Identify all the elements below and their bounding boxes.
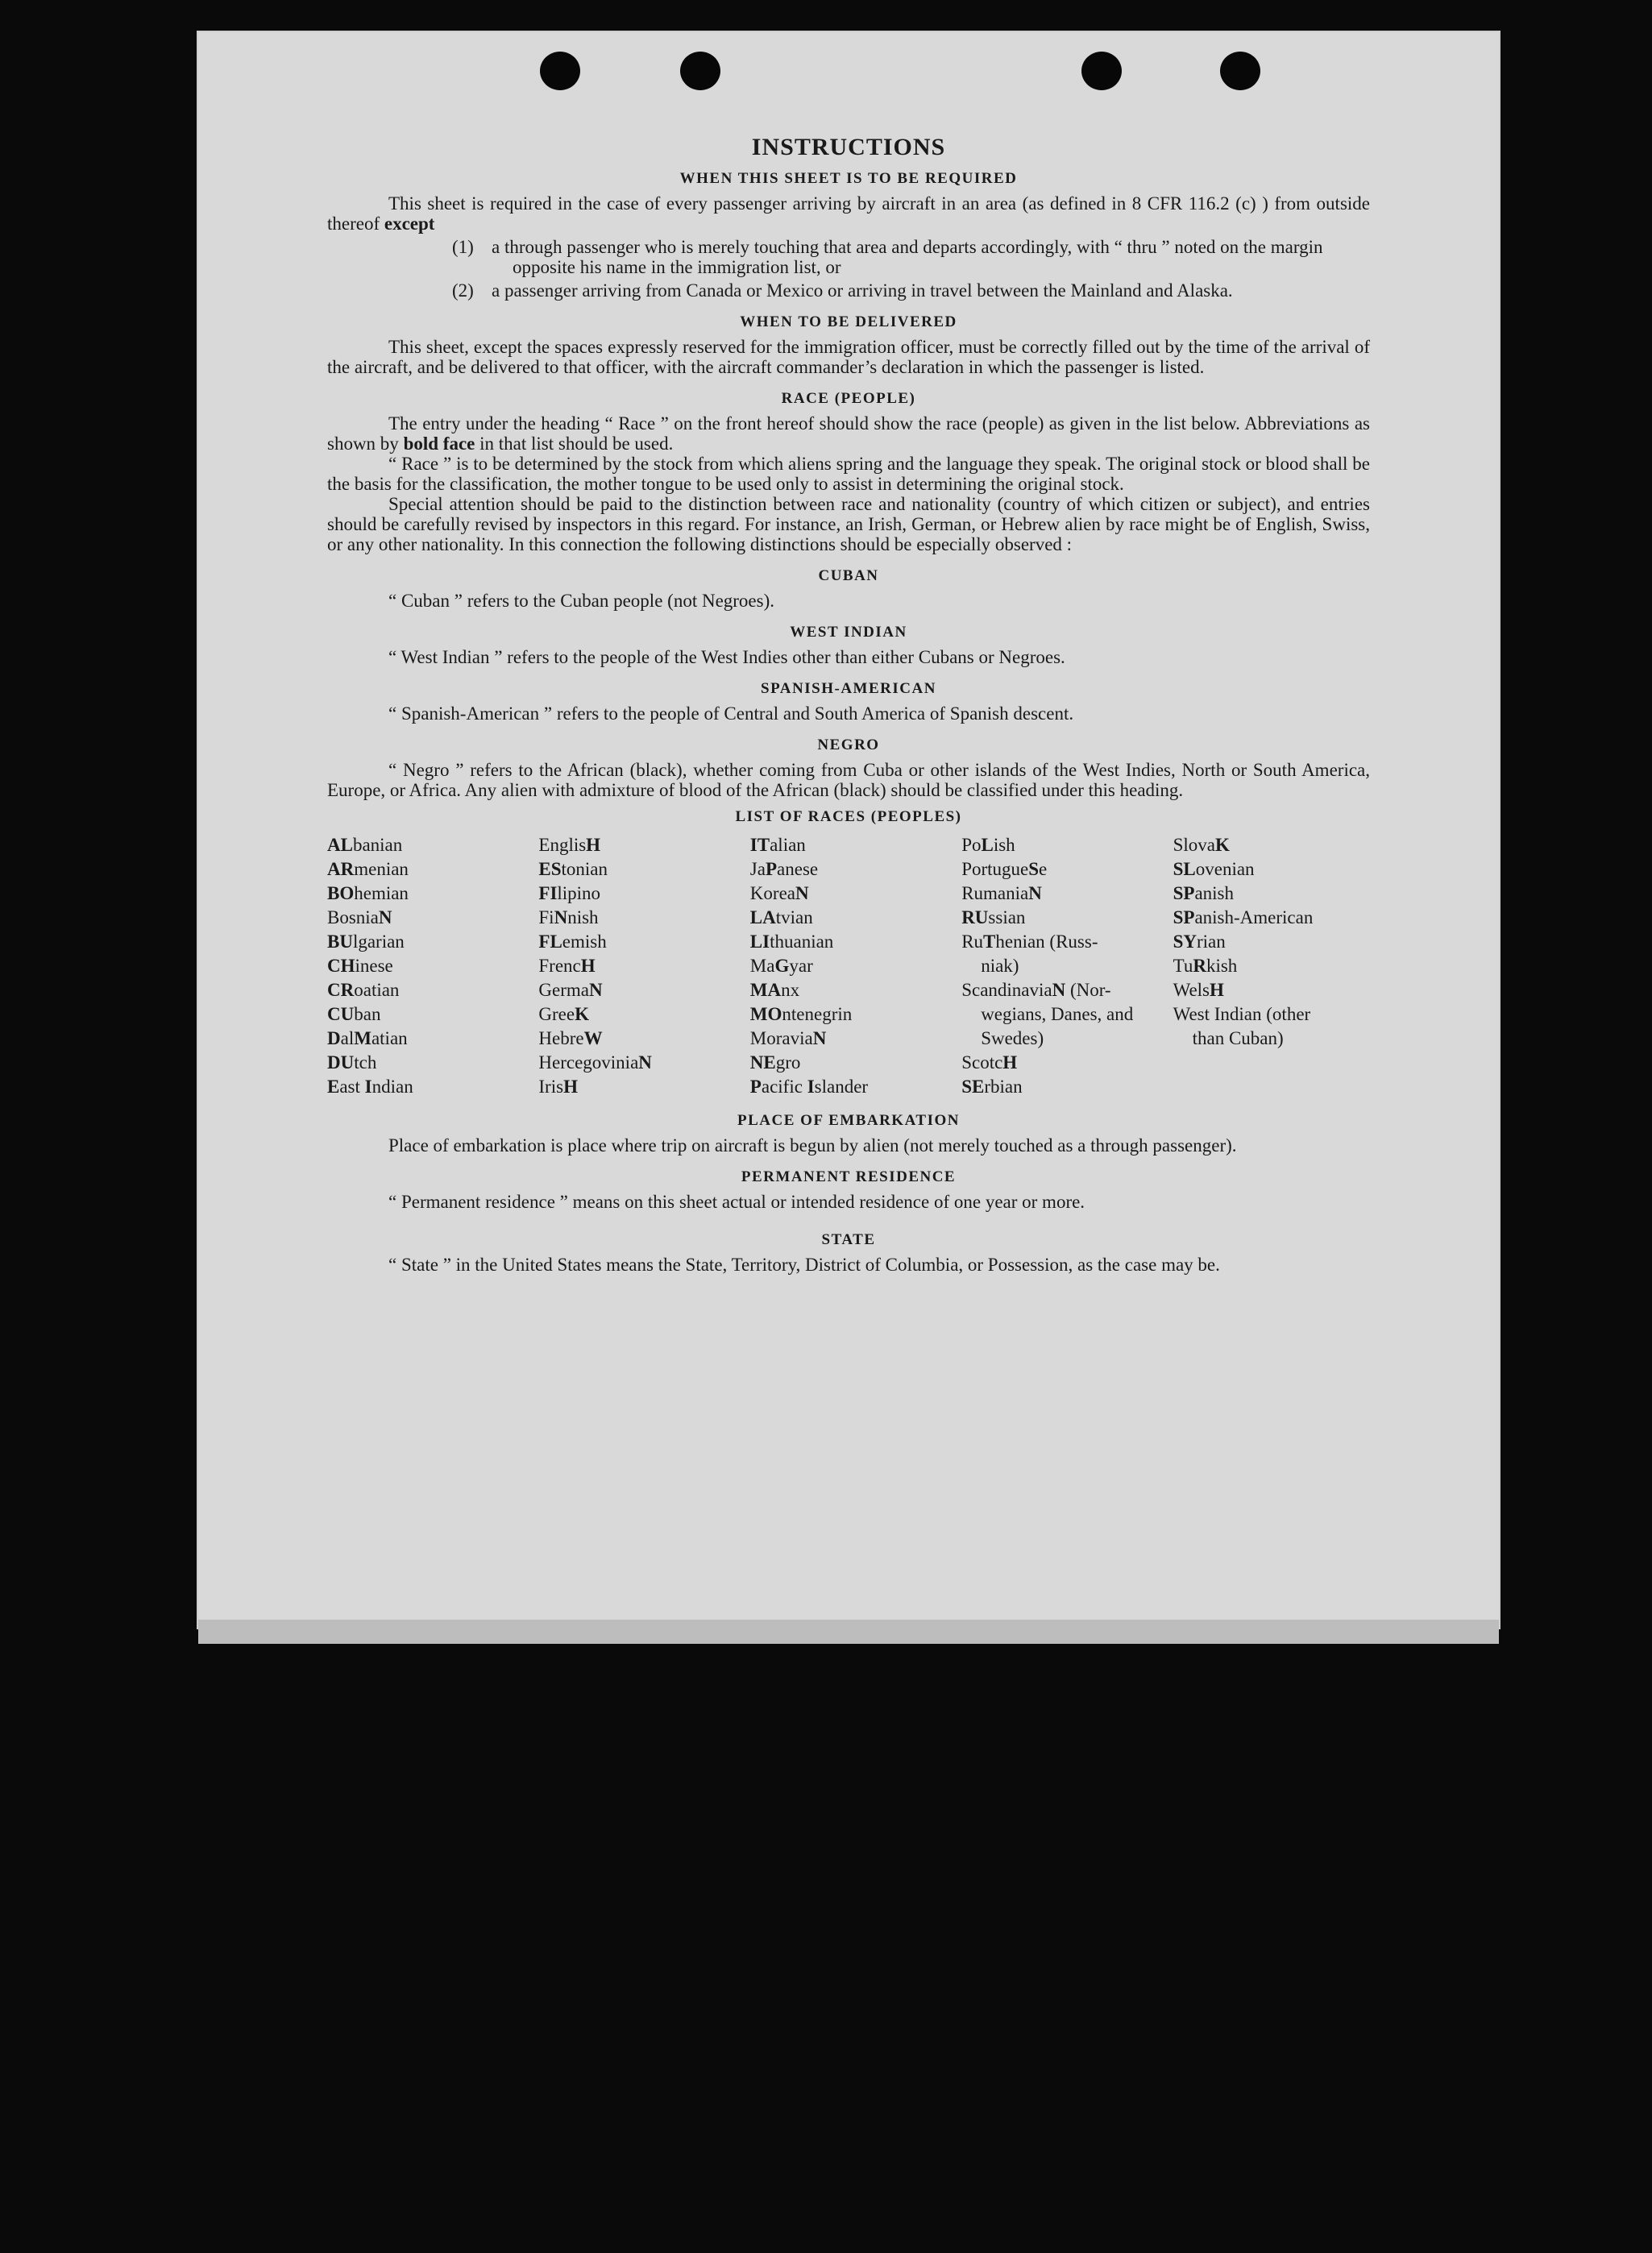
cuban-text: “ Cuban ” refers to the Cuban people (not Negroes).	[388, 591, 775, 611]
punch-hole	[540, 52, 580, 90]
race-entry: FiNnish	[538, 907, 599, 927]
race-entry: NEgro	[749, 1052, 801, 1073]
state-text: “ State ” in the United States means the State, Territory, District of Columbia, or Possession, as the case may be.	[388, 1255, 1220, 1275]
race-entry: SErbian	[961, 1077, 1023, 1097]
race-entry: FIlipino	[538, 883, 601, 903]
race-entry: LAtvian	[749, 907, 813, 927]
race-entry: ScandinaviaN (Nor-	[961, 980, 1111, 1000]
race-entry: FrencH	[538, 956, 596, 976]
race-entry: CHinese	[327, 956, 393, 976]
punch-hole	[1220, 52, 1260, 90]
race-entry: ALbanian	[327, 835, 403, 855]
race-entry: BosniaN	[327, 907, 392, 927]
race-entry: PortugueSe	[961, 859, 1048, 879]
spanish-american-text: “ Spanish-American ” refers to the people of Central and South America of Spanish descent.	[388, 703, 1074, 724]
race-entry: MaGyar	[749, 956, 813, 976]
race-entry: East Indian	[327, 1077, 413, 1097]
heading-required: WHEN THIS SHEET IS TO BE REQUIRED	[679, 170, 1018, 187]
race-entry: FLemish	[538, 931, 607, 952]
race-entry: PoLish	[961, 835, 1015, 855]
race-entry: MOntenegrin	[749, 1004, 853, 1024]
heading-cuban: CUBAN	[818, 567, 879, 584]
race-entry: GreeK	[538, 1004, 589, 1024]
race-entry: EnglisH	[538, 835, 601, 855]
race-entry: DUtch	[327, 1052, 377, 1073]
race-entry-continuation: than Cuban)	[1192, 1028, 1284, 1048]
races-column	[750, 833, 947, 1099]
race-paragraph-3: Special attention should be paid to the distinction between race and nationality (country of which citizen or subject), and entries should be carefully revised by inspectors in this regard. For instance, an Irish, German, or Hebrew alien by race might be of English, Swiss, or any other nationality. In this connection the following distinctions should be especially observed :	[327, 494, 1370, 554]
race-entry: BOhemian	[327, 883, 409, 903]
race-entry: HercegoviniaN	[538, 1052, 652, 1073]
race-entry: RUssian	[961, 907, 1026, 927]
heading-race: RACE (PEOPLE)	[781, 390, 916, 407]
race-entry: BUlgarian	[327, 931, 405, 952]
race-entry: ScotcH	[961, 1052, 1018, 1073]
west-indian-text: “ West Indian ” refers to the people of the West Indies other than either Cubans or Negroes.	[388, 647, 1065, 667]
races-column	[538, 833, 735, 1099]
race-entry: MoraviaN	[749, 1028, 827, 1048]
race-entry: GermaN	[538, 980, 603, 1000]
race-entry: RuThenian (Russ-	[961, 931, 1098, 952]
race-entry: DalMatian	[327, 1028, 408, 1048]
heading-residence: PERMANENT RESIDENCE	[741, 1168, 957, 1185]
race-entry: LIthuanian	[749, 931, 834, 952]
required-text: This sheet is required in the case of every passenger arriving by aircraft in an area (as defined in 8 CFR 116.2 (c) ) from outside thereof except	[327, 193, 1370, 234]
race-paragraph-1: The entry under the heading “ Race ” on the front hereof should show the race (people) as given in the list below. Abbreviations as shown by bold face in that list should be used.	[327, 413, 1370, 454]
race-entry-continuation: niak)	[981, 956, 1019, 976]
heading-state: STATE	[821, 1231, 876, 1248]
race-entry: CUban	[327, 1004, 381, 1024]
races-column	[327, 833, 524, 1099]
page-title: INSTRUCTIONS	[751, 134, 946, 160]
delivered-text: This sheet, except the spaces expressly reserved for the immigration officer, must be correctly filled out by the time of the arrival of the aircraft, and be delivered to that officer, with the aircraft commander’s declaration in which the passenger is listed.	[327, 337, 1370, 377]
exceptions-list	[327, 237, 1370, 301]
embarkation-text: Place of embarkation is place where trip on aircraft is begun by alien (not merely touched as a through passenger).	[388, 1135, 1237, 1156]
races-list	[327, 833, 1370, 1099]
race-entry: RumaniaN	[961, 883, 1042, 903]
exception-item: (2) a passenger arriving from Canada or Mexico or arriving in travel between the Mainland and Alaska.	[452, 280, 1233, 301]
race-entry: TuRkish	[1173, 956, 1238, 976]
punch-hole	[680, 52, 720, 90]
race-entry: West Indian (other	[1173, 1004, 1311, 1024]
race-entry: SPanish	[1173, 883, 1234, 903]
race-entry: ITalian	[749, 835, 806, 855]
heading-negro: NEGRO	[817, 736, 880, 753]
races-column	[1173, 833, 1370, 1099]
heading-delivered: WHEN TO BE DELIVERED	[740, 313, 957, 330]
heading-spanish-american: SPANISH-AMERICAN	[761, 680, 936, 697]
instructions-content	[327, 134, 1370, 1275]
race-entry-continuation: wegians, Danes, and Swedes)	[981, 1004, 1134, 1048]
races-column	[961, 833, 1158, 1099]
race-entry: WelsH	[1173, 980, 1224, 1000]
punch-hole	[1081, 52, 1122, 90]
race-entry: JaPanese	[749, 859, 819, 879]
heading-races-list: LIST OF RACES (PEOPLES)	[735, 808, 962, 825]
race-entry: EStonian	[538, 859, 608, 879]
race-entry: CRoatian	[327, 980, 400, 1000]
residence-text: “ Permanent residence ” means on this sheet actual or intended residence of one year or more.	[388, 1192, 1085, 1212]
sheet-edge	[198, 1620, 1499, 1644]
race-entry: SLovenian	[1173, 859, 1255, 879]
exception-item: (1) a through passenger who is merely touching that area and departs accordingly, with “ thru ” noted on the margin opposite his name in the immigration list, or	[452, 237, 1323, 277]
race-entry: Pacific Islander	[749, 1077, 869, 1097]
heading-embarkation: PLACE OF EMBARKATION	[737, 1112, 960, 1129]
race-entry: MAnx	[749, 980, 800, 1000]
document-sheet	[198, 32, 1499, 1628]
race-entry: HebreW	[538, 1028, 603, 1048]
race-paragraph-2: “ Race ” is to be determined by the stock from which aliens spring and the language they speak. The original stock or blood shall be the basis for the classification, the mother tongue to be used only to assist in determining the original stock.	[327, 454, 1370, 494]
race-entry: SYrian	[1173, 931, 1226, 952]
race-entry: IrisH	[538, 1077, 578, 1097]
race-entry: SPanish-American	[1173, 907, 1314, 927]
heading-west-indian: WEST INDIAN	[790, 624, 907, 641]
negro-text: “ Negro ” refers to the African (black), whether coming from Cuba or other islands of the West Indies, North or South America, Europe, or Africa. Any alien with admixture of blood of the African (black) should be classified under this heading.	[327, 760, 1370, 800]
race-entry: KoreaN	[749, 883, 809, 903]
race-entry: ARmenian	[327, 859, 409, 879]
race-entry: SlovaK	[1173, 835, 1230, 855]
